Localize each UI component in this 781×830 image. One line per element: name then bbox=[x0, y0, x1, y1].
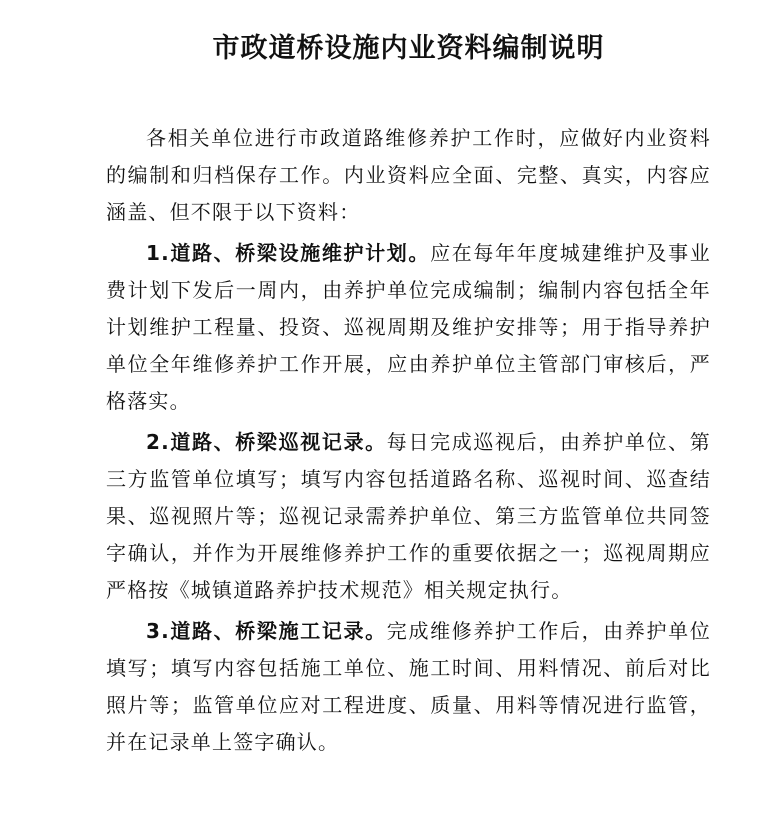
intro-paragraph: 各相关单位进行市政道路维修养护工作时，应做好内业资料的编制和归档保存工作。内业资料应全面、完整、真实，内容应涵盖、但不限于以下资料： bbox=[106, 126, 711, 224]
item-heading-1: 1.道路、桥梁设施维护计划。 bbox=[146, 241, 431, 265]
item-text-1: 应在每年年度城建维护及事业费计划下发后一周内，由养护单位完成编制；编制内容包括全年计划维护工程量、投资、巡视周期及维护安排等；用于指导养护单位全年维修养护工作开展，应由养护单位主管部门审核后，严格落实。 bbox=[106, 241, 711, 413]
item-paragraph-1 bbox=[106, 235, 711, 420]
document-title: 市政道桥设施内业资料编制说明 bbox=[212, 33, 605, 64]
item-heading-2: 2.道路、桥梁巡视记录。 bbox=[146, 430, 387, 454]
item-heading-3: 3.道路、桥梁施工记录。 bbox=[146, 619, 387, 643]
item-text-3: 完成维修养护工作后，由养护单位填写；填写内容包括施工单位、施工时间、用料情况、前后对比照片等；监管单位应对工程进度、质量、用料等情况进行监管，并在记录单上签字确认。 bbox=[106, 619, 712, 754]
item-text-2: 每日完成巡视后，由养护单位、第三方监管单位填写；填写内容包括道路名称、巡视时间、巡查结果、巡视照片等；巡视记录需养护单位、第三方监管单位共同签字确认，并作为开展维修养护工作的重要依据之一；巡视周期应严格按《城镇道路养护技术规范》相关规定执行。 bbox=[106, 430, 712, 602]
item-paragraph-3 bbox=[106, 613, 711, 761]
item-paragraph-2 bbox=[106, 424, 711, 609]
document-body bbox=[106, 120, 711, 761]
